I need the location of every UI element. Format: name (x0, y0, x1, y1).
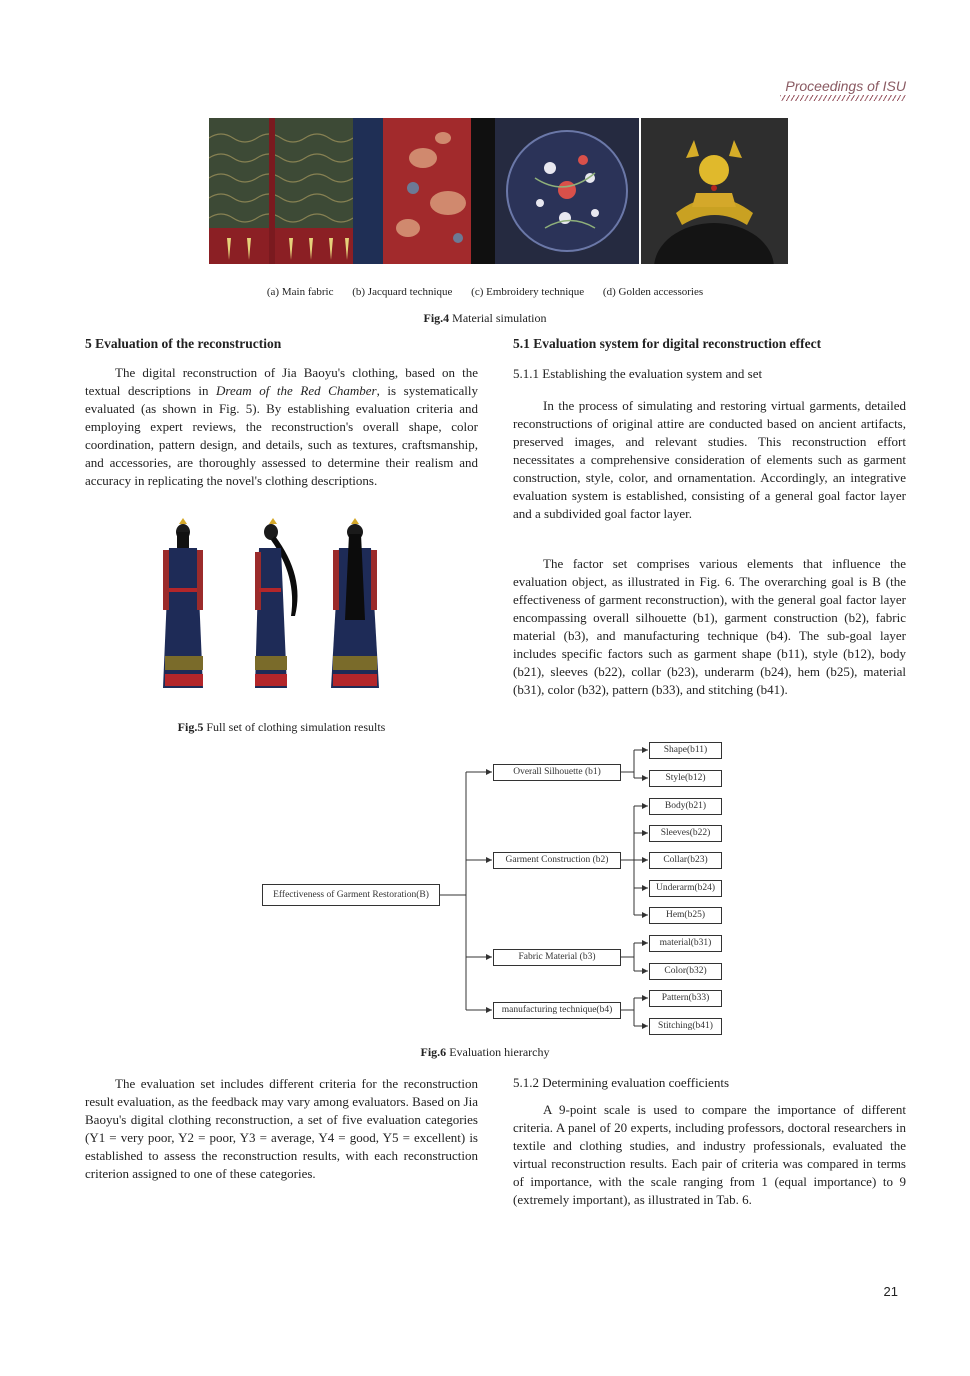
hierarchy-b41-box: Stitching(b41) (649, 1018, 722, 1035)
subsection-5-1-1: 5.1.1 Establishing the evaluation system and set (513, 366, 763, 381)
fig6-label: Fig.6 (420, 1045, 447, 1059)
left-p1-after: , is systematically evaluated (as shown in Fig. 5). By establishing evaluation criteria and employing expert reviews, the reconstruction's overall shape, color coordination, pattern design, and details, such as textures, craftsmanship, and accessories, are thoroughly assessed to determine their realism and accuracy in replicating the novel's clothing descriptions. (85, 383, 479, 488)
fig5-label: Fig.5 (177, 720, 204, 734)
hierarchy-b31-box: material(b31) (649, 935, 722, 952)
left-p1-before: The digital reconstruction of Jia Baoyu's clothing, based on the textual descriptions in (85, 365, 478, 398)
hierarchy-b32-box: Color(b32) (649, 963, 722, 980)
caption-d: (d) Golden accessories (602, 286, 704, 298)
hierarchy-b24-box: Underarm(b24) (649, 880, 722, 897)
hierarchy-b21-box: Body(b21) (649, 798, 722, 815)
right-paragraph-2: The factor set comprises various elements that influence the evaluation object, as illustrated in Fig. 6. The overarching goal is B (the effectiveness of garment reconstruction), with the general goal factor layer encompassing overall silhouette (b1), garment construction (b2), fabric material (b3), and manufacturing technique (b4). The sub-goal layer includes specific factors such as garment shape (b11), style (b12), body (b21), sleeves (b22), collar (b23), underarm (b24), hem (b25), material (b31), color (b32), pattern (b33), and stitching (b41). (513, 556, 906, 697)
fig6-title: Evaluation hierarchy (449, 1045, 550, 1059)
caption-a: (a) Main fabric (266, 286, 334, 298)
hierarchy-b12-box: Style(b12) (649, 770, 722, 787)
right-paragraph-3: A 9-point scale is used to compare the importance of different criteria. A panel of 20 experts, including professors, doctoral researchers in textile and clothing studies, and industry professionals, evaluated the virtual reconstruction results. Each pair of criteria was compared in terms of importance, with the scale ranging from 1 (equal importance) to 9 (extremely important), as illustrated in Tab. 6. (513, 1102, 906, 1207)
subsection-5-1-2: 5.1.2 Determining evaluation coefficients (513, 1075, 729, 1090)
hierarchy-b11-box: Shape(b11) (649, 742, 722, 759)
fig6-caption (0, 1045, 970, 1060)
right-paragraph-1: In the process of simulating and restoring virtual garments, detailed reconstructions of original attire are conducted based on ancient artifacts, preserved images, and relevant studies. This reconstruction effort necessitates a comprehensive consideration of elements such as garment construction, style, color, and ornamentation. Accordingly, an integrative evaluation system is established, consisting of a general goal factor layer and a subdivided goal factor layer. (513, 398, 906, 521)
fig4-label: Fig.4 (423, 311, 450, 325)
hierarchy-b2-box: Garment Construction (b2) (493, 852, 621, 869)
fig4-title: Material simulation (452, 311, 547, 325)
novel-title: Dream of the Red Chamber (216, 383, 377, 398)
section-5-1-heading: 5.1 Evaluation system for digital reconstruction effect (513, 336, 822, 351)
hierarchy-b33-box: Pattern(b33) (649, 990, 722, 1007)
caption-c: (c) Embroidery technique (471, 286, 585, 298)
hierarchy-b4-box: manufacturing technique(b4) (493, 1002, 621, 1019)
hierarchy-root-box: Effectiveness of Garment Restoration(B) (262, 884, 440, 906)
page-number: 21 (883, 1284, 898, 1299)
fig5-title: Full set of clothing simulation results (206, 720, 386, 734)
hierarchy-b25-box: Hem(b25) (649, 907, 722, 924)
caption-b: (b) Jacquard technique (352, 286, 453, 298)
hierarchy-b22-box: Sleeves(b22) (649, 825, 722, 842)
hierarchy-b1-box: Overall Silhouette (b1) (493, 764, 621, 781)
journal-header: Proceedings of ISU (785, 78, 906, 94)
section-5-heading: 5 Evaluation of the reconstruction (85, 336, 282, 351)
hierarchy-b23-box: Collar(b23) (649, 852, 722, 869)
left-paragraph-2: The evaluation set includes different criteria for the reconstruction result evaluation, as the feedback may vary among evaluators. Based on Jia Baoyu's digital clothing reconstruction, a set of five evaluation categories (Y1 = very poor, Y2 = poor, Y3 = average, Y4 = good, Y5 = excellent) is established to assess the reconstruction results, with each reconstruction criterion assigned to one of these categories. (85, 1076, 478, 1181)
hierarchy-b3-box: Fabric Material (b3) (493, 949, 621, 966)
